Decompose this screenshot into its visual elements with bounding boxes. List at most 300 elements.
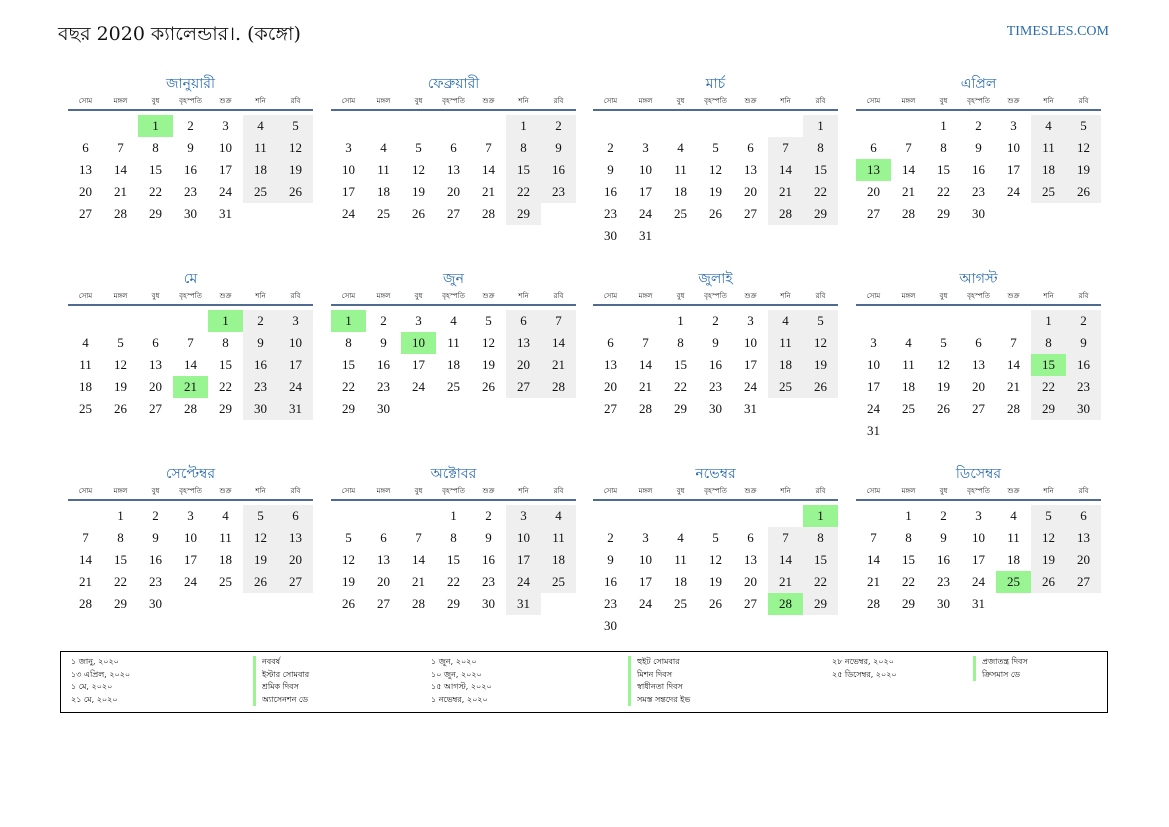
- empty-cell: [628, 115, 663, 137]
- day-cell: 24: [1007, 184, 1020, 199]
- weekday-label: শনি: [780, 97, 791, 105]
- day-cell: 22: [937, 184, 950, 199]
- weekday-header: [331, 290, 576, 306]
- day-cell: 23: [1066, 376, 1101, 398]
- day-cell: 23: [149, 574, 162, 589]
- weekday-label: রবি: [553, 487, 564, 495]
- weekday-label: সোম: [341, 487, 356, 495]
- day-cell: 18: [1031, 159, 1066, 181]
- day-cell: 1: [117, 508, 124, 523]
- weekday-label: সোম: [341, 292, 356, 300]
- day-cell: 5: [415, 140, 422, 155]
- empty-cell: [366, 505, 401, 527]
- weekday-label: মঙ্গল: [638, 97, 653, 105]
- empty-cell: [961, 310, 996, 332]
- empty-cell: [593, 115, 628, 137]
- day-cell: 12: [412, 162, 425, 177]
- day-cell: 23: [482, 574, 495, 589]
- day-cell: 29: [342, 401, 355, 416]
- day-cell: 15: [149, 162, 162, 177]
- day-cell: 5: [940, 335, 947, 350]
- day-cell: 4: [1010, 508, 1017, 523]
- day-cell: 19: [482, 357, 495, 372]
- day-cell: 13: [506, 332, 541, 354]
- day-cell: 14: [482, 162, 495, 177]
- empty-cell: [698, 115, 733, 137]
- weekday-label: শুক্র: [482, 487, 495, 495]
- day-cell: 1: [905, 508, 912, 523]
- day-cell: 14: [184, 357, 197, 372]
- day-cell: 10: [342, 162, 355, 177]
- day-cell: 30: [1066, 398, 1101, 420]
- day-cell: 27: [447, 206, 460, 221]
- empty-cell: [138, 310, 173, 332]
- holiday-day-cell: 1: [208, 310, 243, 332]
- day-cell: 10: [639, 552, 652, 567]
- day-cell: 16: [482, 552, 495, 567]
- weekday-label: বৃহস্পতি: [179, 97, 202, 105]
- day-cell: 5: [1031, 505, 1066, 527]
- weekday-header: [331, 95, 576, 111]
- day-cell: 14: [902, 162, 915, 177]
- weekday-label: বৃহস্পতি: [967, 487, 990, 495]
- day-cell: 24: [412, 379, 425, 394]
- weekday-label: রবি: [815, 97, 826, 105]
- day-cell: 7: [768, 137, 803, 159]
- day-cell: 9: [1066, 332, 1101, 354]
- weekday-label: শনি: [1043, 487, 1054, 495]
- day-cell: 18: [674, 184, 687, 199]
- weekday-label: মঙ্গল: [376, 487, 391, 495]
- month-name: সেপ্টেম্বর: [165, 466, 216, 482]
- day-cell: 9: [380, 335, 387, 350]
- legend-date: ২৮ নভেম্বর, ২০২০: [832, 657, 894, 666]
- day-cell: 17: [342, 184, 355, 199]
- day-cell: 29: [149, 206, 162, 221]
- day-cell: 16: [243, 354, 278, 376]
- day-cell: 10: [867, 357, 880, 372]
- day-cell: 30: [972, 206, 985, 221]
- day-cell: 30: [243, 398, 278, 420]
- weekday-label: সোম: [78, 292, 93, 300]
- day-cell: 11: [902, 357, 915, 372]
- legend-holiday-name: মিশন দিবস: [628, 669, 672, 682]
- weekday-label: বৃহস্পতি: [179, 487, 202, 495]
- day-grid: [331, 115, 576, 225]
- month-block: [68, 463, 313, 615]
- weekday-label: সোম: [866, 292, 881, 300]
- day-cell: 15: [902, 552, 915, 567]
- day-cell: 5: [117, 335, 124, 350]
- day-cell: 9: [607, 162, 614, 177]
- day-cell: 18: [447, 357, 460, 372]
- legend-date: ১৩ এপ্রিল, ২০২০: [71, 669, 131, 679]
- day-cell: 23: [541, 181, 576, 203]
- empty-cell: [68, 310, 103, 332]
- day-cell: 4: [243, 115, 278, 137]
- month-name: নভেম্বর: [695, 466, 736, 482]
- site-link[interactable]: TIMESLES.COM: [1006, 24, 1109, 39]
- day-cell: 7: [768, 527, 803, 549]
- day-cell: 5: [485, 313, 492, 328]
- day-cell: 14: [79, 552, 92, 567]
- day-cell: 9: [607, 552, 614, 567]
- day-cell: 2: [243, 310, 278, 332]
- day-cell: 14: [867, 552, 880, 567]
- weekday-label: মঙ্গল: [638, 292, 653, 300]
- day-cell: 17: [867, 379, 880, 394]
- day-cell: 8: [222, 335, 229, 350]
- day-cell: 24: [184, 574, 197, 589]
- day-cell: 22: [219, 379, 232, 394]
- day-grid: [593, 505, 838, 637]
- day-cell: 29: [674, 401, 687, 416]
- day-cell: 7: [541, 310, 576, 332]
- day-cell: 14: [541, 332, 576, 354]
- day-cell: 21: [412, 574, 425, 589]
- day-cell: 20: [972, 379, 985, 394]
- day-cell: 12: [342, 552, 355, 567]
- day-cell: 26: [1066, 181, 1101, 203]
- day-grid: [331, 505, 576, 615]
- day-cell: 1: [1031, 310, 1066, 332]
- day-cell: 10: [1007, 140, 1020, 155]
- weekday-label: শুক্র: [482, 97, 495, 105]
- weekday-label: রবি: [815, 292, 826, 300]
- page-title: বছর 2020 ক্যালেন্ডার।. (কঙ্গো): [58, 23, 301, 45]
- day-cell: 19: [243, 549, 278, 571]
- legend-date: ১ নভেম্বর, ২০২০: [431, 694, 488, 704]
- empty-cell: [471, 115, 506, 137]
- day-cell: 2: [1066, 310, 1101, 332]
- day-cell: 17: [219, 162, 232, 177]
- day-cell: 8: [1031, 332, 1066, 354]
- day-cell: 17: [639, 574, 652, 589]
- month-block: [593, 463, 838, 637]
- day-cell: 15: [803, 159, 838, 181]
- weekday-label: শুক্র: [744, 292, 757, 300]
- empty-cell: [628, 505, 663, 527]
- weekday-label: শনি: [780, 292, 791, 300]
- legend-date: ১০ জুন, ২০২০: [431, 669, 482, 679]
- day-cell: 13: [604, 357, 617, 372]
- day-cell: 25: [674, 206, 687, 221]
- empty-cell: [593, 310, 628, 332]
- day-cell: 19: [114, 379, 127, 394]
- day-cell: 4: [905, 335, 912, 350]
- day-cell: 19: [803, 354, 838, 376]
- weekday-header: [331, 485, 576, 501]
- weekday-header: [68, 95, 313, 111]
- weekday-label: রবি: [290, 487, 301, 495]
- day-cell: 6: [747, 140, 754, 155]
- day-cell: 22: [902, 574, 915, 589]
- day-cell: 10: [278, 332, 313, 354]
- day-cell: 28: [412, 596, 425, 611]
- legend-date: ১ জানু, ২০২০: [71, 657, 119, 666]
- empty-cell: [663, 505, 698, 527]
- day-cell: 20: [278, 549, 313, 571]
- empty-cell: [926, 310, 961, 332]
- day-cell: 2: [187, 118, 194, 133]
- day-cell: 17: [184, 552, 197, 567]
- day-cell: 8: [152, 140, 159, 155]
- day-cell: 31: [972, 596, 985, 611]
- month-block: [593, 73, 838, 247]
- month-block: [68, 268, 313, 420]
- day-cell: 19: [1066, 159, 1101, 181]
- day-cell: 6: [450, 140, 457, 155]
- empty-cell: [733, 505, 768, 527]
- weekday-label: রবি: [1078, 487, 1089, 495]
- day-cell: 23: [937, 574, 950, 589]
- day-cell: 10: [972, 530, 985, 545]
- day-cell: 14: [768, 549, 803, 571]
- day-cell: 8: [450, 530, 457, 545]
- day-cell: 10: [744, 335, 757, 350]
- day-cell: 5: [278, 115, 313, 137]
- day-cell: 3: [345, 140, 352, 155]
- weekday-label: বৃহস্পতি: [967, 292, 990, 300]
- day-cell: 19: [937, 379, 950, 394]
- day-cell: 27: [1066, 571, 1101, 593]
- day-cell: 28: [79, 596, 92, 611]
- weekday-label: শনি: [780, 487, 791, 495]
- day-cell: 20: [447, 184, 460, 199]
- month-block: [593, 268, 838, 420]
- day-cell: 31: [744, 401, 757, 416]
- day-cell: 13: [377, 552, 390, 567]
- day-cell: 6: [380, 530, 387, 545]
- day-cell: 30: [377, 401, 390, 416]
- day-cell: 15: [506, 159, 541, 181]
- day-cell: 2: [975, 118, 982, 133]
- day-cell: 3: [187, 508, 194, 523]
- weekday-label: শুক্র: [1007, 292, 1020, 300]
- day-cell: 4: [677, 140, 684, 155]
- legend-holiday-name: হুইট সোমবার: [628, 656, 680, 669]
- legend-date: ২৫ ডিসেম্বর, ২০২০: [832, 669, 897, 679]
- day-grid: [68, 310, 313, 420]
- weekday-label: মঙ্গল: [638, 487, 653, 495]
- day-cell: 19: [412, 184, 425, 199]
- day-cell: 7: [485, 140, 492, 155]
- empty-cell: [68, 115, 103, 137]
- day-cell: 24: [639, 206, 652, 221]
- weekday-label: শনি: [518, 292, 529, 300]
- day-cell: 13: [447, 162, 460, 177]
- day-cell: 29: [937, 206, 950, 221]
- day-cell: 12: [243, 527, 278, 549]
- day-cell: 10: [506, 527, 541, 549]
- holiday-day-cell: 10: [401, 332, 436, 354]
- month-name: এপ্রিল: [960, 76, 997, 92]
- day-cell: 11: [377, 162, 390, 177]
- day-cell: 12: [709, 162, 722, 177]
- weekday-label: বৃহস্পতি: [704, 292, 727, 300]
- day-cell: 27: [604, 401, 617, 416]
- day-cell: 5: [243, 505, 278, 527]
- month-block: [856, 268, 1101, 442]
- weekday-label: রবি: [1078, 292, 1089, 300]
- weekday-header: [68, 290, 313, 306]
- day-cell: 9: [712, 335, 719, 350]
- day-cell: 23: [377, 379, 390, 394]
- day-cell: 22: [674, 379, 687, 394]
- weekday-header: [593, 485, 838, 501]
- day-cell: 9: [152, 530, 159, 545]
- empty-cell: [401, 505, 436, 527]
- weekday-label: শুক্র: [219, 292, 232, 300]
- empty-cell: [663, 115, 698, 137]
- day-cell: 18: [541, 549, 576, 571]
- day-cell: 7: [117, 140, 124, 155]
- empty-cell: [628, 310, 663, 332]
- day-cell: 14: [639, 357, 652, 372]
- day-cell: 7: [905, 140, 912, 155]
- day-cell: 11: [243, 137, 278, 159]
- day-cell: 29: [114, 596, 127, 611]
- day-cell: 31: [639, 228, 652, 243]
- day-cell: 22: [803, 181, 838, 203]
- day-cell: 28: [482, 206, 495, 221]
- weekday-label: বুধ: [414, 97, 423, 105]
- month-name: ডিসেম্বর: [955, 466, 1002, 482]
- day-cell: 21: [768, 571, 803, 593]
- legend-holiday-name: ক্রিসমাস ডে: [973, 669, 1020, 682]
- day-cell: 25: [902, 401, 915, 416]
- day-cell: 17: [972, 552, 985, 567]
- day-cell: 29: [902, 596, 915, 611]
- day-cell: 20: [1066, 549, 1101, 571]
- day-cell: 28: [902, 206, 915, 221]
- day-cell: 6: [607, 335, 614, 350]
- weekday-label: মঙ্গল: [376, 292, 391, 300]
- day-cell: 26: [278, 181, 313, 203]
- day-cell: 2: [607, 530, 614, 545]
- day-cell: 28: [639, 401, 652, 416]
- day-cell: 30: [604, 618, 617, 633]
- day-cell: 16: [541, 159, 576, 181]
- day-cell: 21: [541, 354, 576, 376]
- weekday-label: সোম: [866, 487, 881, 495]
- day-cell: 3: [415, 313, 422, 328]
- weekday-label: বুধ: [151, 292, 160, 300]
- day-cell: 14: [412, 552, 425, 567]
- day-cell: 30: [604, 228, 617, 243]
- day-grid: [331, 310, 576, 420]
- day-cell: 7: [1010, 335, 1017, 350]
- day-cell: 12: [709, 552, 722, 567]
- day-cell: 5: [1066, 115, 1101, 137]
- day-cell: 20: [149, 379, 162, 394]
- day-cell: 2: [152, 508, 159, 523]
- weekday-label: সোম: [603, 292, 618, 300]
- day-cell: 15: [219, 357, 232, 372]
- day-cell: 3: [870, 335, 877, 350]
- day-cell: 5: [712, 530, 719, 545]
- day-cell: 20: [377, 574, 390, 589]
- weekday-label: বুধ: [939, 97, 948, 105]
- month-block: [331, 73, 576, 225]
- weekday-header: [856, 290, 1101, 306]
- weekday-label: বৃহস্পতি: [967, 97, 990, 105]
- empty-cell: [891, 310, 926, 332]
- day-cell: 18: [674, 574, 687, 589]
- day-cell: 26: [482, 379, 495, 394]
- day-cell: 8: [803, 137, 838, 159]
- day-cell: 8: [677, 335, 684, 350]
- day-cell: 1: [677, 313, 684, 328]
- day-cell: 9: [187, 140, 194, 155]
- day-cell: 12: [937, 357, 950, 372]
- weekday-header: [68, 485, 313, 501]
- empty-cell: [331, 115, 366, 137]
- day-cell: 23: [972, 184, 985, 199]
- day-cell: 22: [803, 571, 838, 593]
- day-cell: 27: [867, 206, 880, 221]
- day-cell: 12: [482, 335, 495, 350]
- day-cell: 2: [541, 115, 576, 137]
- day-cell: 29: [219, 401, 232, 416]
- day-cell: 23: [709, 379, 722, 394]
- day-cell: 28: [768, 203, 803, 225]
- day-cell: 16: [937, 552, 950, 567]
- weekday-header: [593, 290, 838, 306]
- day-cell: 24: [219, 184, 232, 199]
- day-cell: 31: [506, 593, 541, 615]
- month-name: মে: [183, 271, 198, 287]
- empty-cell: [593, 505, 628, 527]
- day-cell: 27: [744, 596, 757, 611]
- day-cell: 16: [709, 357, 722, 372]
- day-cell: 24: [744, 379, 757, 394]
- month-block: [856, 73, 1101, 225]
- holiday-day-cell: 15: [1031, 354, 1066, 376]
- empty-cell: [856, 310, 891, 332]
- day-cell: 20: [744, 184, 757, 199]
- weekday-label: বুধ: [151, 487, 160, 495]
- day-cell: 2: [485, 508, 492, 523]
- day-cell: 20: [506, 354, 541, 376]
- day-cell: 25: [1031, 181, 1066, 203]
- day-cell: 8: [117, 530, 124, 545]
- day-cell: 27: [278, 571, 313, 593]
- day-cell: 26: [937, 401, 950, 416]
- day-cell: 20: [604, 379, 617, 394]
- day-cell: 6: [506, 310, 541, 332]
- day-cell: 26: [114, 401, 127, 416]
- day-cell: 3: [747, 313, 754, 328]
- day-cell: 19: [709, 574, 722, 589]
- day-cell: 20: [744, 574, 757, 589]
- day-cell: 2: [380, 313, 387, 328]
- empty-cell: [698, 505, 733, 527]
- day-cell: 3: [642, 140, 649, 155]
- day-cell: 29: [447, 596, 460, 611]
- day-cell: 15: [342, 357, 355, 372]
- day-cell: 30: [149, 596, 162, 611]
- day-cell: 19: [1031, 549, 1066, 571]
- day-cell: 5: [712, 140, 719, 155]
- day-cell: 28: [114, 206, 127, 221]
- weekday-label: শুক্র: [1007, 487, 1020, 495]
- day-cell: 15: [114, 552, 127, 567]
- day-grid: [68, 115, 313, 225]
- weekday-label: বৃহস্পতি: [442, 487, 465, 495]
- legend-date: ১ জুন, ২০২০: [431, 657, 477, 666]
- empty-cell: [856, 505, 891, 527]
